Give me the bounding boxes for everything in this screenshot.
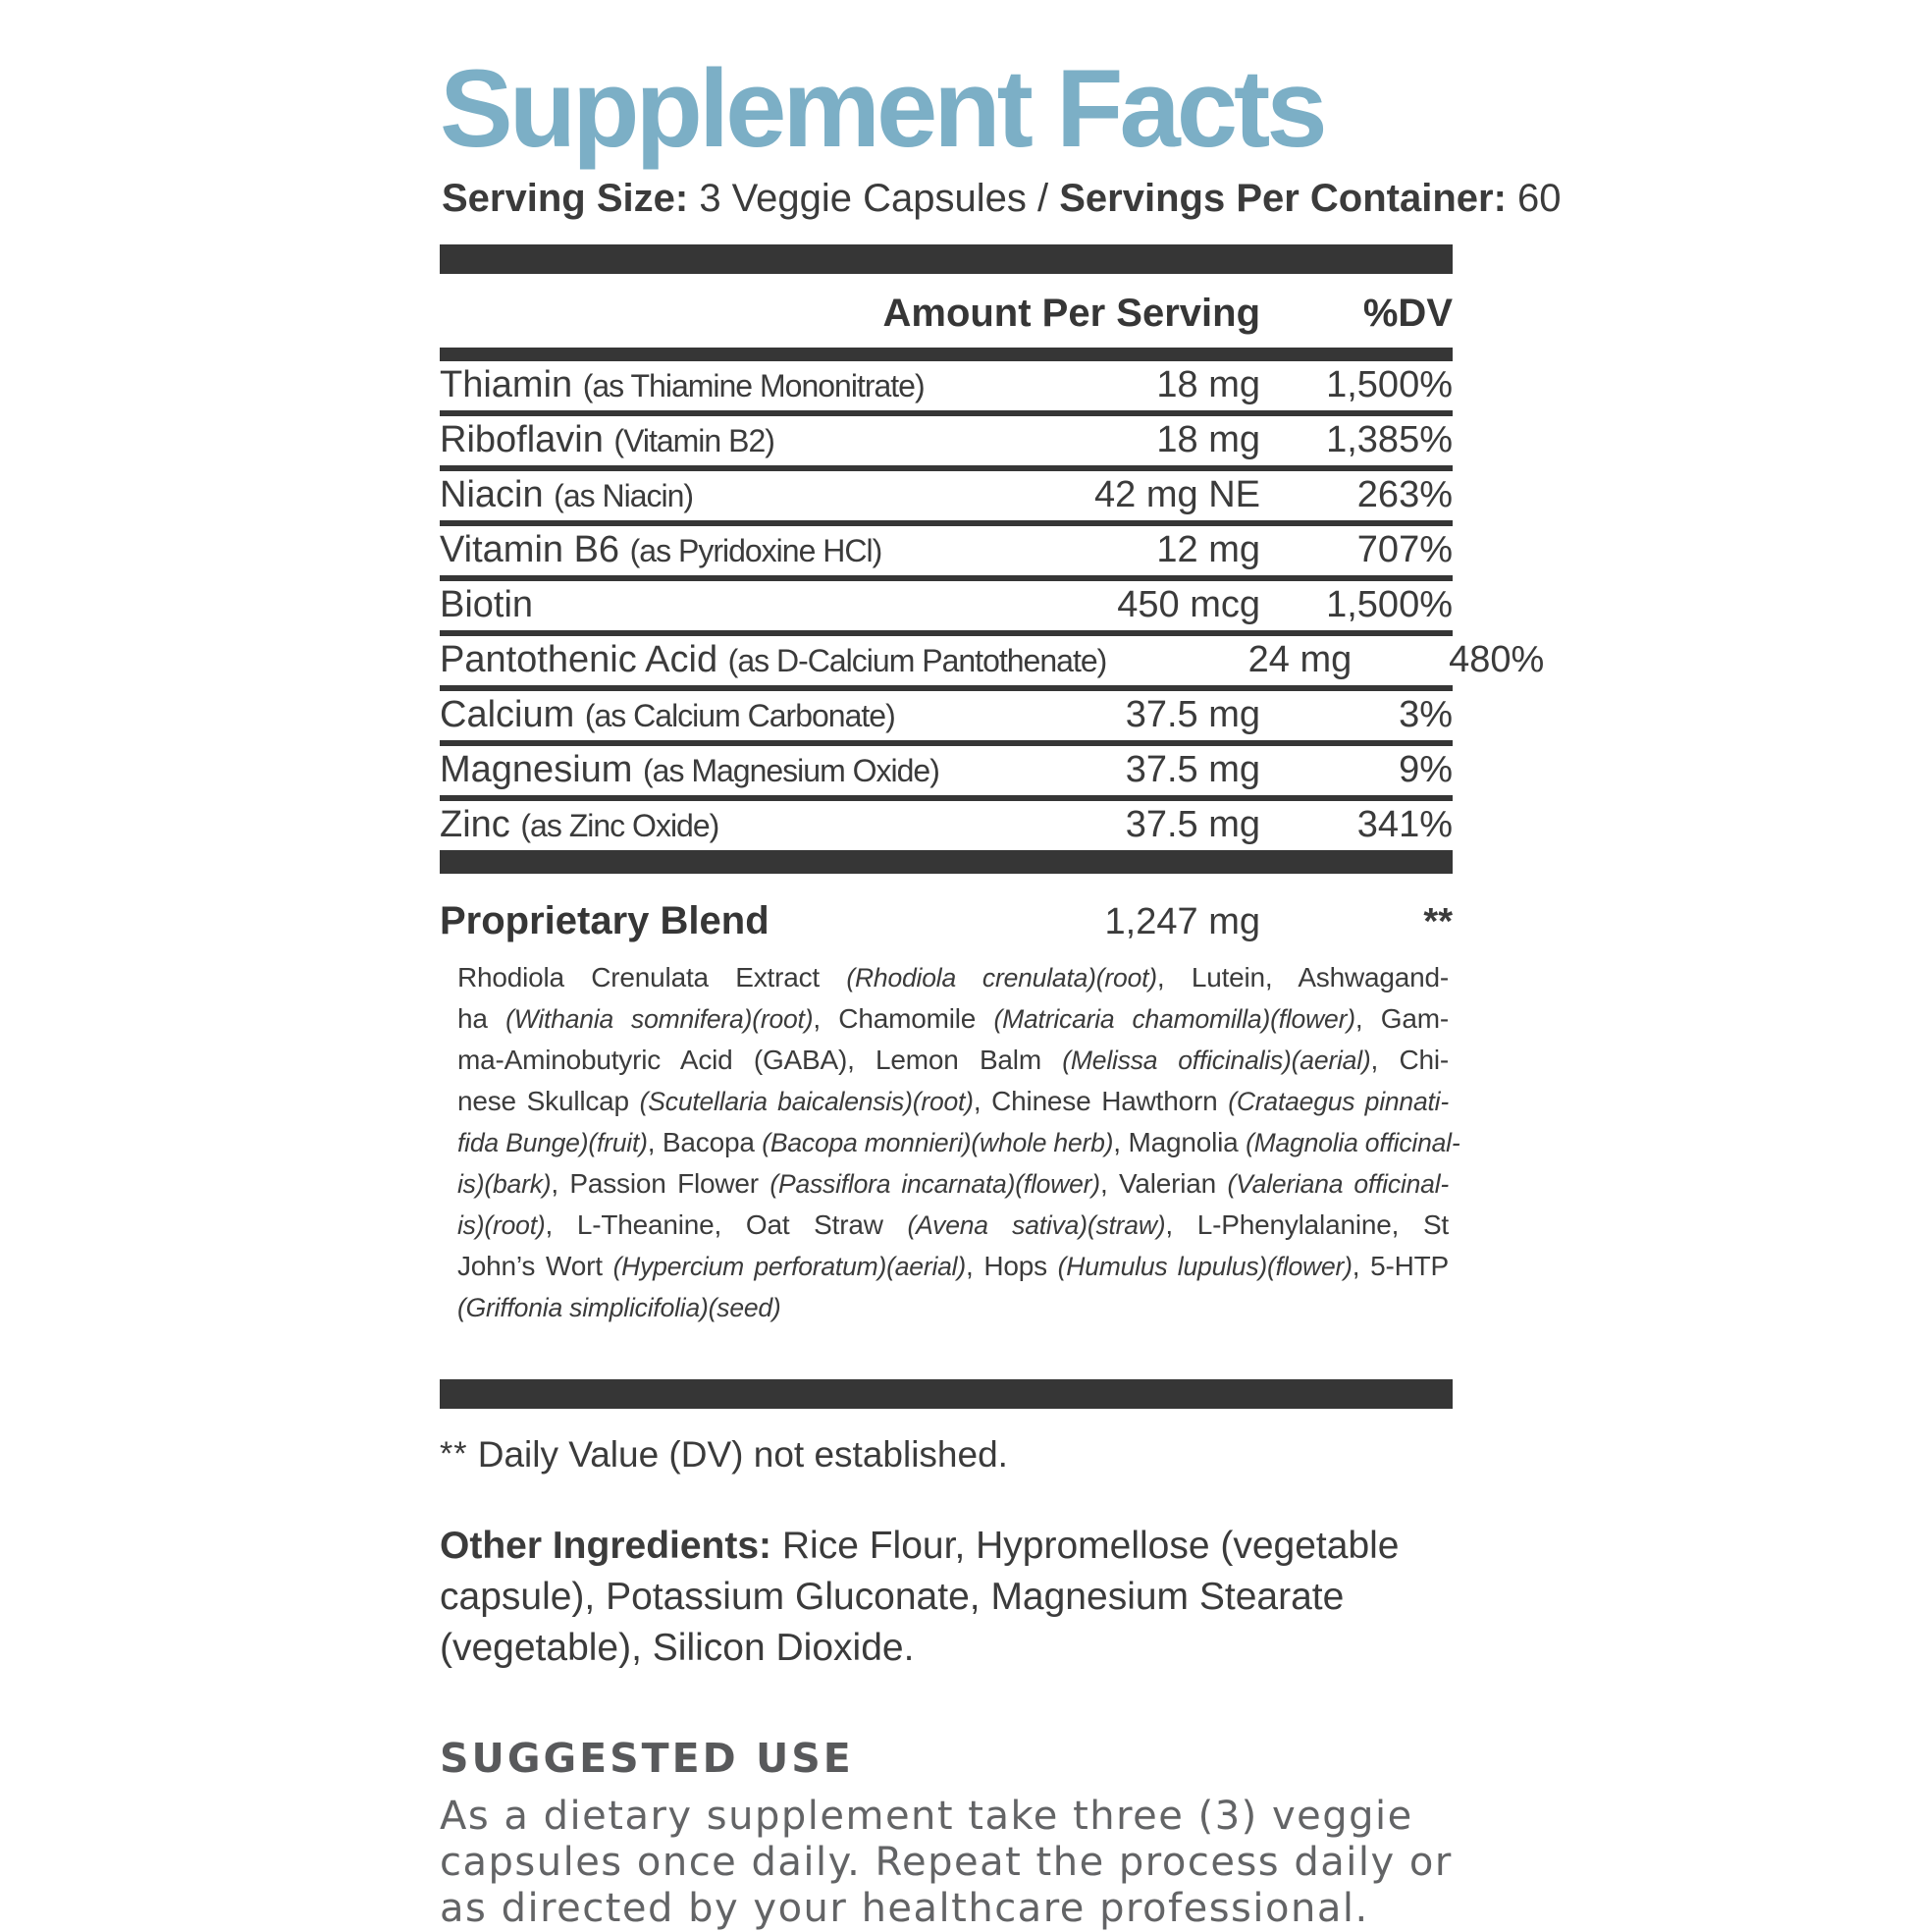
servings-per-container-value: 60 — [1506, 176, 1562, 220]
suggested-use-heading: SUGGESTED USE — [440, 1734, 854, 1782]
nutrient-name: Niacin (as Niacin) — [440, 474, 694, 516]
dv-footnote-symbol: ** — [440, 1434, 468, 1473]
nutrient-name: Pantothenic Acid (as D-Calcium Pantothenate) — [440, 639, 1107, 681]
table-row — [440, 795, 1453, 850]
suggested-use-text: As a dietary supplement take three (3) veggie capsules once daily. Repeat the process daily or as directed by your healthcare professional. — [440, 1793, 1453, 1931]
nutrient-name-detail: (as Niacin) — [554, 478, 694, 514]
proprietary-blend-row — [440, 874, 1453, 951]
nutrient-amount: 450 mcg — [1117, 584, 1260, 626]
nutrient-amount: 18 mg — [1156, 419, 1260, 461]
other-ingredients-text: Rice Flour, Hypromellose (vegetable capsule), Potassium Gluconate, Magnesium Stearate (vegetable), Silicon Dioxide. — [440, 1524, 1400, 1669]
table-row — [440, 630, 1545, 685]
serving-size-line — [442, 176, 1562, 221]
nutrient-dv: 1,385% — [1326, 419, 1453, 461]
nutrient-name: Thiamin (as Thiamine Mononitrate) — [440, 364, 925, 406]
nutrient-amount: 24 mg — [1247, 639, 1353, 681]
nutrient-dv: 1,500% — [1326, 584, 1453, 626]
table-row — [440, 410, 1453, 465]
nutrient-name-detail: (as Pyridoxine HCl) — [629, 533, 882, 569]
nutrient-name: Magnesium (as Magnesium Oxide) — [440, 749, 939, 791]
dv-footnote — [440, 1434, 1453, 1476]
nutrient-name: Riboflavin (Vitamin B2) — [440, 419, 774, 461]
table-row — [440, 740, 1453, 795]
nutrient-amount: 12 mg — [1156, 529, 1260, 571]
table-row — [440, 465, 1453, 520]
table-row — [440, 361, 1453, 410]
dv-footnote-text: Daily Value (DV) not established. — [467, 1433, 1008, 1475]
blend-line: fida Bunge)(fruit), Bacopa (Bacopa monnieri)(whole herb), Magnolia (Magnolia officinal- — [457, 1126, 1460, 1157]
proprietary-blend-dv: ** — [1423, 900, 1453, 942]
nutrient-name-detail: (as Calcium Carbonate) — [584, 698, 895, 734]
nutrient-amount: 42 mg NE — [1094, 474, 1260, 516]
label-panel — [440, 47, 1562, 1932]
nutrient-name-detail: (as Thiamine Mononitrate) — [582, 368, 925, 404]
nutrient-dv: 1,500% — [1326, 364, 1453, 406]
nutrient-name-detail: (as Zinc Oxide) — [520, 808, 719, 844]
blend-line: nese Skullcap (Scutellaria baicalensis)(root), Chinese Hawthorn (Crataegus pinnati- — [457, 1085, 1449, 1116]
blend-line: is)(root), L-Theanine, Oat Straw (Avena sativa)(straw), L-Phenylalanine, St — [457, 1208, 1449, 1240]
nutrient-amount: 37.5 mg — [1125, 694, 1260, 736]
separator-bar-bottom — [440, 1379, 1453, 1409]
nutrient-amount: 18 mg — [1156, 364, 1260, 406]
nutrient-dv: 707% — [1356, 529, 1453, 571]
table-row — [440, 575, 1453, 630]
nutrient-name: Zinc (as Zinc Oxide) — [440, 804, 719, 846]
nutrient-name: Biotin — [440, 584, 534, 626]
separator-bar-blend — [440, 850, 1453, 874]
proprietary-blend-amount: 1,247 mg — [1104, 900, 1260, 942]
blend-line: John’s Wort (Hypercium perforatum)(aerial), Hops (Humulus lupulus)(flower), 5-HTP — [457, 1250, 1449, 1281]
nutrient-name-detail: (as D-Calcium Pantothenate) — [727, 643, 1107, 679]
blend-line: ha (Withania somnifera)(root), Chamomile (Matricaria chamomilla)(flower), Gam- — [457, 1002, 1450, 1034]
servings-per-container-label: Servings Per Container: — [1059, 176, 1507, 220]
nutrient-dv: 341% — [1356, 804, 1453, 846]
serving-size-value: 3 Veggie Capsules / — [688, 176, 1060, 220]
page-title: Supplement Facts — [440, 47, 1324, 170]
proprietary-blend-description — [457, 957, 1460, 1328]
other-ingredients-label: Other Ingredients: — [440, 1524, 772, 1567]
serving-size-label: Serving Size: — [442, 176, 689, 220]
nutrient-name: Vitamin B6 (as Pyridoxine HCl) — [440, 529, 882, 571]
table-row — [440, 520, 1453, 575]
separator-bar-header — [440, 348, 1453, 361]
blend-line: Rhodiola Crenulata Extract (Rhodiola crenulata)(root), Lutein, Ashwagand- — [457, 961, 1449, 993]
blend-line: (Griffonia simplicifolia)(seed) — [457, 1292, 781, 1322]
nutrient-table — [440, 361, 1545, 850]
nutrient-name-detail: (Vitamin B2) — [613, 423, 774, 459]
column-header-dv: %DV — [1362, 291, 1453, 335]
column-header-amount: Amount Per Serving — [882, 291, 1260, 335]
table-row — [440, 685, 1453, 740]
nutrient-amount: 37.5 mg — [1125, 804, 1260, 846]
nutrient-name-detail: (as Magnesium Oxide) — [642, 753, 939, 789]
proprietary-blend-name: Proprietary Blend — [440, 898, 769, 942]
nutrient-dv: 480% — [1449, 639, 1545, 681]
nutrient-name: Calcium (as Calcium Carbonate) — [440, 694, 895, 736]
nutrient-dv: 3% — [1399, 694, 1453, 736]
nutrient-amount: 37.5 mg — [1125, 749, 1260, 791]
blend-line: ma-Aminobutyric Acid (GABA), Lemon Balm (Melissa officinalis)(aerial), Chi- — [457, 1044, 1449, 1075]
nutrient-dv: 9% — [1399, 749, 1453, 791]
nutrient-dv: 263% — [1356, 474, 1453, 516]
other-ingredients — [440, 1521, 1453, 1674]
table-header-row — [440, 274, 1453, 348]
blend-line: is)(bark), Passion Flower (Passiflora incarnata)(flower), Valerian (Valeriana officinal- — [457, 1167, 1450, 1199]
separator-bar-top — [440, 244, 1453, 274]
